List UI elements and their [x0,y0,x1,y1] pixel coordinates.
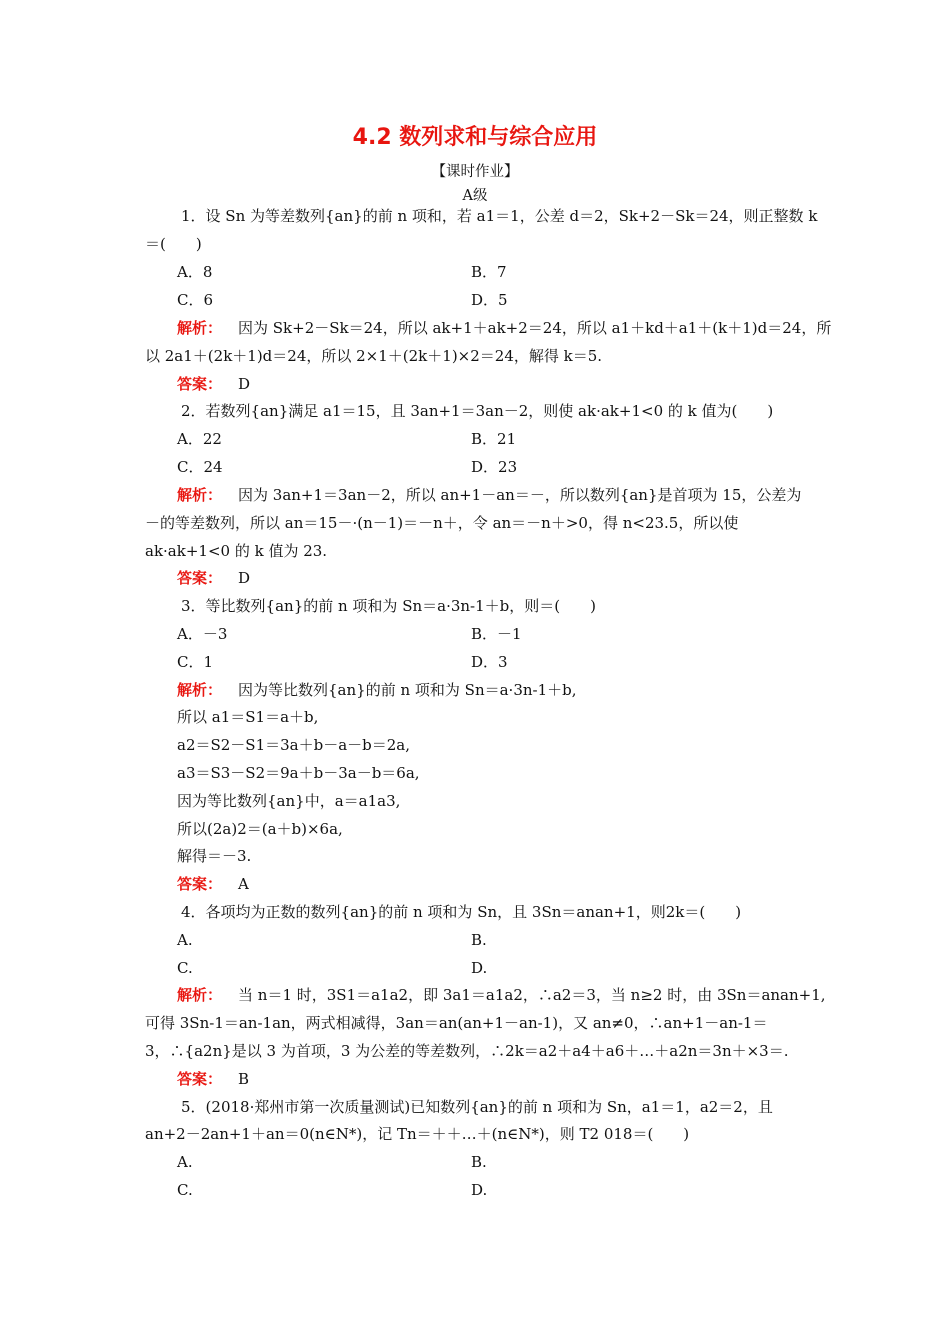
text-line [177,290,213,310]
text-line [177,791,400,811]
line-text: C. [177,959,193,977]
text-line [177,457,223,477]
line-text: B. [471,1153,487,1171]
text-line [177,374,250,394]
text-line [145,541,327,561]
text-line [177,1180,193,1200]
text-line [177,262,212,282]
text-line [181,902,741,922]
text-line [181,206,817,226]
text-line [177,318,831,338]
text-line [145,1041,789,1061]
line-text: 因为 Sk+2－Sk＝24，所以 ak+1＋ak+2＝24，所以 a1＋kd＋a1＋(k＋1)d＝24，所 [238,319,832,337]
text-line [177,846,251,866]
line-text: B．7 [471,263,507,281]
text-line [177,763,420,783]
line-text: D. [471,959,488,977]
text-line [471,1180,487,1200]
text-line [177,930,193,950]
solution-label: 解析： [177,486,223,504]
solution-label: 解析： [177,319,223,337]
line-text: －的等差数列，所以 an＝15－·(n－1)＝－n＋，令 an＝－n＋>0，得 n<23.5，所以使 [145,514,739,532]
line-text: 2．若数列{an}满足 a1＝15，且 3an+1＝3an－2，则使 ak·ak+1<0 的 k 值为( ) [181,402,774,420]
line-text: 可得 3Sn-1＝an-1an，两式相减得，3an＝an(an+1－an-1)，又 an≠0，∴an+1－an-1＝ [145,1014,768,1032]
text-line [177,485,801,505]
line-text: B. [471,931,487,949]
text-line [181,596,596,616]
text-line [471,457,517,477]
text-line [471,429,516,449]
section-header: 【课时作业】 [431,164,519,180]
line-text: 3．等比数列{an}的前 n 项和为 Sn＝a·3n-1＋b，则＝( ) [181,597,596,615]
text-line [177,735,410,755]
page-title: 4.2 数列求和与综合应用 [352,125,598,150]
line-text: 当 n＝1 时，3S1＝a1a2，即 3a1＝a1a2，∴a2＝3，当 n≥2 时，由 3Sn＝anan+1, [238,986,826,1004]
line-text: B．－1 [471,625,522,643]
line-text: 所以(2a)2＝(a＋b)×6a, [177,820,343,838]
text-line [177,874,249,894]
line-text: D. [471,1181,488,1199]
text-line [177,652,213,672]
line-text: C．6 [177,291,214,309]
text-line [177,680,577,700]
text-line [471,262,507,282]
line-text: a3＝S3－S2＝9a＋b－3a－b＝6a, [177,764,420,782]
solution-label: 答案： [177,569,223,587]
line-text: D [238,375,251,393]
text-line [145,1124,689,1144]
text-line [471,290,508,310]
text-line [471,652,508,672]
level-label: A级 [462,188,488,204]
line-text: ＝( ) [145,235,202,253]
text-line [177,985,826,1005]
line-text: 所以 a1＝S1＝a＋b, [177,708,319,726]
text-line [181,1097,773,1117]
line-text: A [238,875,249,893]
line-text: 5．(2018·郑州市第一次质量测试)已知数列{an}的前 n 项和为 Sn，a1＝1，a2＝2，且 [181,1098,773,1116]
text-line [471,1152,487,1172]
line-text: B．21 [471,430,517,448]
line-text: A. [177,931,193,949]
line-text: C．1 [177,653,214,671]
line-text: 因为等比数列{an}中，a＝a1a3, [177,792,401,810]
line-text: a2＝S2－S1＝3a＋b－a－b＝2a, [177,736,411,754]
line-text: 1．设 Sn 为等差数列{an}的前 n 项和，若 a1＝1，公差 d＝2，Sk+2－Sk＝24，则正整数 k [181,207,818,225]
text-line [181,401,773,421]
line-text: A．－3 [177,625,228,643]
text-line [471,958,487,978]
solution-label: 解析： [177,986,223,1004]
text-line [145,1013,767,1033]
solution-label: 答案： [177,375,223,393]
line-text: A．22 [177,430,222,448]
text-line [471,624,522,644]
text-line [177,819,343,839]
text-line [177,568,250,588]
text-line [177,1069,249,1089]
line-text: C．24 [177,458,223,476]
line-text: ak·ak+1<0 的 k 值为 23. [145,542,328,560]
line-text: 3，∴{a2n}是以 3 为首项，3 为公差的等差数列，∴2k＝a2＋a4＋a6＋…＋a2n＝3n＋×3＝. [145,1042,789,1060]
line-text: D．23 [471,458,518,476]
text-line [145,513,738,533]
line-text: C. [177,1181,193,1199]
solution-label: 解析： [177,681,223,699]
text-line [145,346,602,366]
line-text: D．5 [471,291,508,309]
line-text: 以 2a1＋(2k＋1)d＝24，所以 2×1＋(2k＋1)×2＝24，解得 k＝5. [145,347,603,365]
line-text: A．8 [177,263,213,281]
text-line [145,234,202,254]
line-text: 因为等比数列{an}的前 n 项和为 Sn＝a·3n-1＋b, [238,681,577,699]
text-line [177,958,193,978]
line-text: an+2－2an+1＋an＝0(n∈N*)，记 Tn＝＋＋…＋(n∈N*)，则 T2 018＝( ) [145,1125,690,1143]
line-text: A. [177,1153,193,1171]
line-text: 因为 3an+1＝3an－2，所以 an+1－an＝－，所以数列{an}是首项为 15，公差为 [238,486,802,504]
line-text: 解得＝－3. [177,847,252,865]
text-line [177,429,222,449]
solution-label: 答案： [177,1070,223,1088]
text-line [471,930,487,950]
line-text: D [238,569,251,587]
text-line [177,707,318,727]
line-text: 4．各项均为正数的数列{an}的前 n 项和为 Sn，且 3Sn＝anan+1，则2k＝( ) [181,903,742,921]
line-text: D．3 [471,653,508,671]
text-line [177,624,227,644]
line-text: B [238,1070,250,1088]
text-line [177,1152,193,1172]
solution-label: 答案： [177,875,223,893]
